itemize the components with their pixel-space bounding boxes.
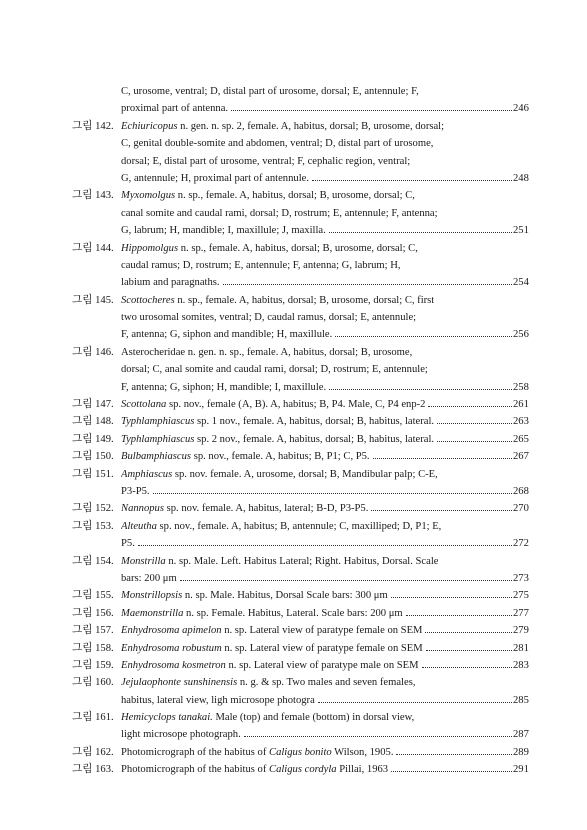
caption-segment: C, urosome, ventral; D, distal part of urosome, dorsal; E, antennule; F, [121, 86, 419, 97]
entry-line [0, 118, 513, 135]
figure-label: 그림 162. [72, 746, 114, 758]
page-number: 289 [513, 746, 529, 758]
figure-label: 그림 154. [72, 555, 114, 567]
species-name: Bulbamphiascus [121, 451, 192, 463]
caption-text [121, 622, 422, 639]
figure-entry [0, 744, 587, 761]
entry-line [0, 240, 513, 257]
entry-line [0, 413, 529, 430]
page-number: 275 [513, 590, 529, 602]
caption-text [121, 240, 418, 257]
caption-segment: Photomicrograph of the habitus of [121, 746, 269, 758]
figure-entry [0, 83, 587, 118]
figure-entry [0, 292, 587, 344]
dot-leader [373, 457, 512, 459]
figure-entry [0, 553, 587, 588]
figure-entry [0, 587, 587, 604]
species-name: Monstrillopsis [121, 590, 183, 602]
caption-segment: G, antennule; H, proximal part of antennule. [121, 172, 309, 184]
entry-line [0, 292, 513, 309]
figure-label: 그림 150. [72, 451, 114, 463]
entry-line [0, 744, 529, 761]
entry-line [0, 309, 513, 326]
species-name: Caligus cordyla [269, 764, 337, 776]
caption-segment: Photomicrograph of the habitus of [121, 764, 269, 776]
caption-text [121, 553, 438, 570]
caption-text [121, 379, 326, 396]
caption-segment: n. sp. Lateral view of paratype male on SEM [225, 659, 419, 671]
entry-line [0, 466, 513, 483]
caption-text [121, 674, 415, 691]
dot-leader [335, 335, 512, 337]
dot-leader [437, 422, 512, 424]
figure-entry [0, 761, 587, 778]
caption-segment: n. g. & sp. Two males and seven females, [237, 677, 416, 689]
page-number: 287 [513, 729, 529, 741]
page-number: 268 [513, 485, 529, 497]
page-number: 281 [513, 642, 529, 654]
figure-label: 그림 142. [72, 120, 114, 132]
caption-segment: Pillai, 1963 [336, 764, 389, 776]
figure-label: 그림 152. [72, 503, 114, 515]
entry-line [0, 657, 529, 674]
species-name: Echiuricopus [121, 120, 178, 132]
dot-leader [329, 231, 512, 233]
caption-segment: sp. nov., female. A, habitus; B, P1; C, P5. [191, 451, 370, 463]
entry-line [0, 605, 529, 622]
caption-segment: proximal part of antenna. [121, 103, 229, 115]
page-number: 256 [513, 329, 529, 341]
dot-leader [318, 701, 512, 703]
caption-segment: sp. nov. female. A, urosome, dorsal; B, Mandibular palp; C-E, [172, 468, 438, 480]
dot-leader [391, 770, 512, 772]
entry-line [0, 135, 513, 152]
dot-leader [406, 614, 512, 616]
figure-label: 그림 156. [72, 607, 114, 619]
caption-text [121, 466, 438, 483]
caption-segment: F, antenna; G, siphon; H, mandible; I, maxillule. [121, 381, 327, 393]
entry-line [0, 570, 529, 587]
entry-line [0, 257, 513, 274]
caption-segment: sp. nov., female. A, habitus; B, antennule; C, maxilliped; D, P1; E, [156, 520, 442, 532]
figure-label: 그림 160. [72, 677, 114, 689]
caption-segment: n. sp. Female. Habitus, Lateral. Scale bars: 200 μm [183, 607, 403, 619]
caption-segment: caudal ramus; D, rostrum; E, antennule; F, antenna; G, labrum; H, [121, 259, 401, 271]
species-name: Maemonstrilla [121, 607, 184, 619]
species-name: Hippomolgus [121, 242, 179, 254]
figure-entry [0, 657, 587, 674]
caption-segment: P5. [121, 538, 135, 550]
species-name: Hemicyclops tanakai. [121, 712, 213, 724]
figure-label: 그림 151. [72, 468, 114, 480]
figure-label: 그림 147. [72, 399, 114, 411]
species-name: Scottocheres [121, 294, 175, 306]
figure-label: 그림 146. [72, 346, 114, 358]
dot-leader [223, 283, 512, 285]
figure-entry [0, 413, 587, 430]
caption-segment: habitus, lateral view, ligh microsope photogra [121, 694, 315, 706]
figure-entry [0, 344, 587, 396]
caption-text [121, 570, 177, 587]
caption-segment: Asterocheridae n. gen. n. sp., female. A, habitus, dorsal; B, urosome, [121, 346, 413, 358]
entry-line [0, 448, 529, 465]
page-number: 291 [513, 764, 529, 776]
caption-segment: n. sp., female. A, habitus, dorsal; B, urosome, dorsal; C, [178, 242, 418, 254]
page-number: 251 [513, 225, 529, 237]
caption-segment: sp. nov. female. A, habitus, lateral; B-D, P3-P5. [163, 503, 369, 515]
caption-text [121, 396, 425, 413]
page-number: 267 [513, 451, 529, 463]
page-number: 263 [513, 416, 529, 428]
caption-text [121, 518, 441, 535]
caption-segment: G, labrum; H, mandible; I, maxillule; J, maxilla. [121, 225, 326, 237]
dot-leader [426, 649, 512, 651]
caption-text [121, 761, 388, 778]
entry-line [0, 326, 529, 343]
entry-line [0, 553, 513, 570]
species-name: Nannopus [121, 503, 164, 515]
entry-line [0, 274, 529, 291]
caption-text [121, 709, 414, 726]
figure-label: 그림 153. [72, 520, 114, 532]
caption-text [121, 222, 326, 239]
figure-label: 그림 158. [72, 642, 114, 654]
caption-segment: dorsal; C, anal somite and caudal rami, dorsal; D, rostrum; E, antennule; [121, 364, 428, 376]
dot-leader [396, 753, 512, 755]
species-name: Jejulaophonte sunshinensis [121, 677, 238, 689]
page-number: 270 [513, 503, 529, 515]
entry-line [0, 500, 529, 517]
caption-segment: n. sp. Lateral view of paratype female on SEM [221, 642, 423, 654]
caption-text [121, 205, 438, 222]
entry-line [0, 396, 529, 413]
caption-text [121, 448, 370, 465]
caption-segment: F, antenna; G, siphon and mandible; H, maxillule. [121, 329, 333, 341]
caption-text [121, 344, 412, 361]
figure-entry [0, 605, 587, 622]
entry-line [0, 222, 529, 239]
entry-line [0, 692, 529, 709]
caption-segment: sp. 1 nov., female. A, habitus, dorsal; B, habitus, lateral. [194, 416, 435, 428]
entry-line [0, 518, 513, 535]
entry-line [0, 431, 529, 448]
caption-segment: P3-P5. [121, 485, 150, 497]
caption-segment: C, genital double-somite and abdomen, ventral; D, distal part of urosome, [121, 138, 434, 150]
caption-segment: two urosomal somites, ventral; D, caudal ramus, dorsal; E, antennule; [121, 312, 417, 324]
page-number: 277 [513, 607, 529, 619]
page-number: 273 [513, 572, 529, 584]
species-name: Alteutha [121, 520, 157, 532]
caption-text [121, 587, 388, 604]
figure-entry [0, 240, 587, 292]
figure-label: 그림 144. [72, 242, 114, 254]
caption-text [121, 726, 241, 743]
caption-segment: Wilson, 1905. [331, 746, 394, 758]
species-name: Caligus bonito [269, 746, 332, 758]
entry-line [0, 674, 513, 691]
caption-text [121, 361, 428, 378]
figure-entry [0, 709, 587, 744]
entry-line [0, 187, 513, 204]
dot-leader [422, 666, 512, 668]
figure-entry [0, 431, 587, 448]
dot-leader [138, 544, 512, 546]
figure-label: 그림 143. [72, 190, 114, 202]
caption-segment: n. sp. Male. Habitus, Dorsal Scale bars: 300 μm [182, 590, 388, 602]
caption-text [121, 309, 416, 326]
figure-entry [0, 622, 587, 639]
caption-segment: n. sp., female. A, habitus, dorsal; B, urosome, dorsal; C, [175, 190, 415, 202]
entry-line [0, 100, 529, 117]
dot-leader [244, 735, 512, 737]
species-name: Enhydrosoma apimelon [121, 625, 222, 637]
species-name: Monstrilla [121, 555, 166, 567]
entry-line [0, 344, 513, 361]
caption-segment: n. sp. Lateral view of paratype female on SEM [221, 625, 423, 637]
figure-entry [0, 640, 587, 657]
figure-entry [0, 466, 587, 501]
caption-text [121, 274, 220, 291]
species-name: Scottolana [121, 399, 167, 411]
figure-label: 그림 161. [72, 712, 114, 724]
caption-text [121, 657, 419, 674]
species-name: Typhlamphiascus [121, 416, 195, 428]
figure-label: 그림 159. [72, 659, 114, 671]
dot-leader [231, 109, 512, 111]
entry-line [0, 170, 529, 187]
figure-list [0, 83, 587, 779]
caption-text [121, 257, 401, 274]
caption-segment: dorsal; E, distal part of urosome, ventral; F, cephalic region, ventral; [121, 155, 411, 167]
entry-line [0, 726, 529, 743]
caption-text [121, 500, 368, 517]
caption-text [121, 326, 332, 343]
page-number: 279 [513, 625, 529, 637]
dot-leader [180, 579, 512, 581]
page-number: 265 [513, 433, 529, 445]
page-number: 285 [513, 694, 529, 706]
figure-entry [0, 518, 587, 553]
entry-line [0, 153, 513, 170]
entry-line [0, 483, 529, 500]
figure-entry [0, 500, 587, 517]
caption-segment: sp. 2 nov., female. A, habitus, dorsal; B, habitus, lateral. [194, 433, 435, 445]
entry-line [0, 361, 513, 378]
dot-leader [312, 179, 512, 181]
dot-leader [391, 596, 512, 598]
caption-text [121, 187, 415, 204]
entry-line [0, 709, 513, 726]
species-name: Myxomolgus [121, 190, 176, 202]
caption-text [121, 605, 403, 622]
caption-text [121, 292, 434, 309]
figure-label: 그림 145. [72, 294, 114, 306]
species-name: Amphiascus [121, 468, 173, 480]
caption-text [121, 483, 150, 500]
figure-label: 그림 149. [72, 433, 114, 445]
caption-text [121, 118, 444, 135]
figure-entry [0, 118, 587, 188]
caption-text [121, 100, 228, 117]
entry-line [0, 587, 529, 604]
figure-entry [0, 187, 587, 239]
caption-segment: labium and paragnaths. [121, 277, 220, 289]
figure-label: 그림 163. [72, 764, 114, 776]
entry-line [0, 205, 513, 222]
caption-segment: canal somite and caudal rami, dorsal; D, rostrum; E, antennule; F, antenna; [121, 207, 438, 219]
figure-label: 그림 157. [72, 625, 114, 637]
dot-leader [437, 440, 512, 442]
caption-segment: Male (top) and female (bottom) in dorsal view, [212, 712, 415, 724]
species-name: Enhydrosoma kosmetron [121, 659, 226, 671]
caption-segment: n. sp. Male. Left. Habitus Lateral; Right. Habitus, Dorsal. Scale [165, 555, 439, 567]
caption-text [121, 535, 135, 552]
entry-line [0, 83, 513, 100]
dot-leader [153, 492, 512, 494]
caption-segment: bars: 200 μm [121, 572, 177, 584]
caption-segment: n. gen. n. sp. 2, female. A, habitus, dorsal; B, urosome, dorsal; [177, 120, 445, 132]
caption-segment: light microsope photograph. [121, 729, 241, 741]
caption-segment: sp. nov., female (A, B). A, habitus; B, P4. Male, C, P4 enp-2 [166, 399, 426, 411]
page-number: 261 [513, 399, 529, 411]
dot-leader [329, 388, 512, 390]
figure-entry [0, 674, 587, 709]
figure-label: 그림 155. [72, 590, 114, 602]
page-number: 272 [513, 538, 529, 550]
caption-text [121, 83, 419, 100]
caption-text [121, 153, 410, 170]
caption-segment: n. sp., female. A, habitus, dorsal; B, urosome, dorsal; C, first [174, 294, 435, 306]
entry-line [0, 640, 529, 657]
dot-leader [428, 405, 512, 407]
caption-text [121, 135, 433, 152]
figure-entry [0, 448, 587, 465]
dot-leader [371, 509, 512, 511]
entry-line [0, 761, 529, 778]
entry-line [0, 622, 529, 639]
caption-text [121, 692, 315, 709]
entry-line [0, 379, 529, 396]
page-number: 246 [513, 103, 529, 115]
species-name: Enhydrosoma robustum [121, 642, 222, 654]
page-number: 248 [513, 172, 529, 184]
caption-text [121, 170, 309, 187]
page-number: 254 [513, 277, 529, 289]
entry-line [0, 535, 529, 552]
page-number: 258 [513, 381, 529, 393]
species-name: Typhlamphiascus [121, 433, 195, 445]
figure-entry [0, 396, 587, 413]
caption-text [121, 431, 434, 448]
figure-label: 그림 148. [72, 416, 114, 428]
dot-leader [425, 631, 512, 633]
caption-text [121, 413, 434, 430]
caption-text [121, 640, 423, 657]
caption-text [121, 744, 393, 761]
page-number: 283 [513, 659, 529, 671]
